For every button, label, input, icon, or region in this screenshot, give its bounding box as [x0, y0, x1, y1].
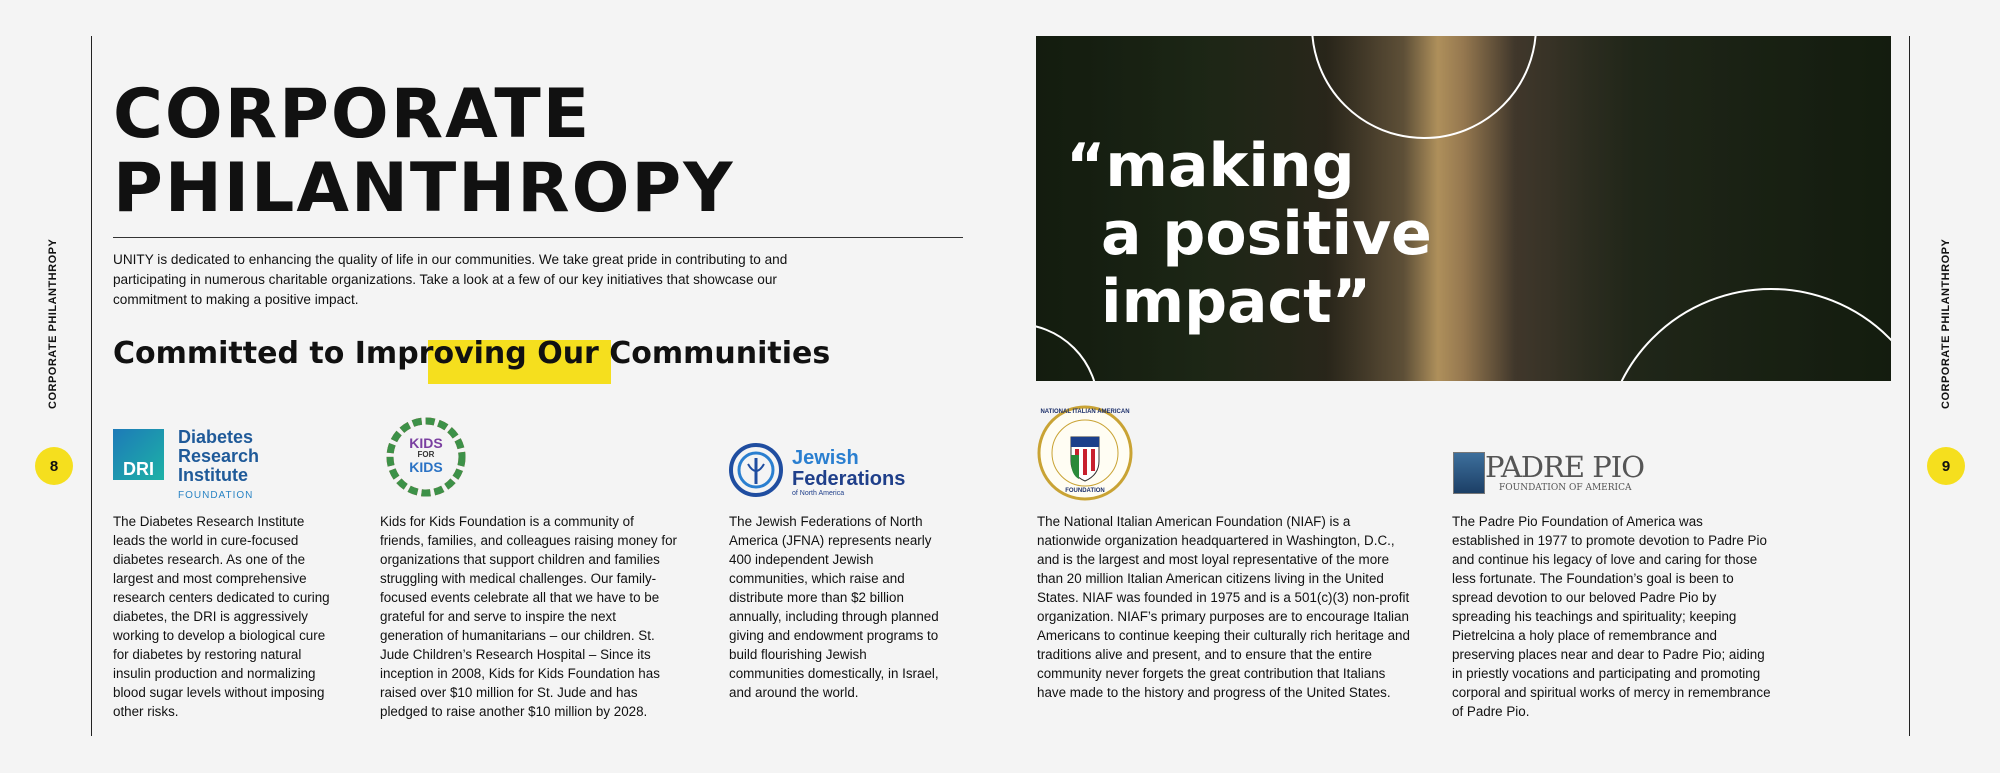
intro-paragraph: UNITY is dedicated to enhancing the quality of life in our communities. We take great pride in contributing to and participating in numerous charitable organizations. Take a look at a few of our key initiatives that showcase our commitment to making a positive impact.: [113, 252, 788, 307]
jf-logo-line-3: of North America: [792, 490, 845, 497]
kids-logo-line-3: KIDS: [409, 459, 443, 475]
padre-pio-logo: [1453, 450, 1653, 496]
title-divider: [113, 237, 963, 238]
niaf-description: The National Italian American Foundation (NIAF) is a nationwide organization headquartered in Washington, D.C., and is the largest and most loyal representative of the more than 20 million Italian American citizens living in the United States. NIAF was founded in 1975 and is a 501(c)(3) non-profit organization. NIAF’s primary purposes are to encourage Italian Americans to continue keeping their culturally rich heritage and traditions alive and present, and to ensure that the entire community never forgets the great contribution that Italians have made to the history and progress of the United States.: [1037, 514, 1410, 700]
dri-mark-icon: [113, 429, 164, 480]
kids-for-kids-description: Kids for Kids Foundation is a community of friends, families, and colleagues raising money for organizations that support children and families struggling with medical challenges. Our family-focused events celebrate all that we have to be grateful for and serve to inspire the next generation of humanitarians – our children. St. Jude Children’s Research Hospital – Since its inception in 2008, Kids for Kids Foundation has raised over $10 million for St. Jude and has pledged to raise another $10 million by 2028.: [380, 514, 677, 719]
hero-banner: [1036, 36, 1891, 381]
right-side-label: CORPORATE PHILANTHROPY: [1940, 238, 1952, 409]
padre-pio-description: The Padre Pio Foundation of America was established in 1977 to promote devotion to Padre Pio and continue his legacy of love and caring for those less fortunate. The Foundation’s goal is been to spread devotion to our beloved Padre Pio by spreading his teachings and spirituality; keeping Pietrelcina a holy place of remembrance and preserving places near and dear to Padre Pio; aiding in priestly vocations and participating and promoting corporal and spiritual works of mercy in remembrance of Padre Pio.: [1452, 514, 1771, 719]
niaf-seal-logo: [1037, 405, 1133, 501]
kids-logo-line-1: KIDS: [409, 435, 443, 451]
niaf-seal-icon: [1037, 405, 1133, 501]
jf-logo-line-1: Jewish: [792, 447, 859, 469]
niaf-logo-line-2: FOUNDATION: [1065, 488, 1105, 494]
dri-logo-line-1: Diabetes: [178, 427, 254, 447]
right-page-number: 9: [1927, 447, 1965, 485]
left-page-number: 8: [35, 447, 73, 485]
padre-pio-logo-line-2: FOUNDATION OF AMERICA: [1499, 483, 1632, 493]
dri-mark-label: DRI: [123, 459, 154, 479]
niaf-logo-line-1: NATIONAL ITALIAN AMERICAN: [1040, 409, 1130, 415]
diabetes-research-institute-logo: [113, 428, 273, 504]
quote-line-2: a positive: [1101, 199, 1432, 269]
left-margin-rule: [91, 36, 92, 736]
left-side-label: CORPORATE PHILANTHROPY: [47, 238, 59, 409]
dri-description: The Diabetes Research Institute leads the world in cure-focused diabetes research. As one of the largest and most comprehensive research centers dedicated to curing diabetes, the DRI is aggressively working to develop a biological cure for diabetes by restoring natural insulin production and normalizing blood sugar levels without imposing other risks.: [113, 514, 330, 719]
dri-logo-line-2: Research: [178, 446, 260, 466]
right-margin-rule: [1909, 36, 1910, 736]
title-line-2: PHILANTHROPY: [113, 149, 735, 228]
quote-line-1: “making: [1066, 131, 1355, 201]
title-line-1: CORPORATE: [113, 75, 592, 154]
banner-quote: [1066, 132, 1432, 336]
page-title: [113, 75, 735, 228]
section-subheading: Committed to Improving Our Communities: [113, 336, 831, 371]
quote-line-3: impact”: [1101, 267, 1372, 337]
padre-pio-logo-line-1: PADRE PIO: [1485, 450, 1645, 484]
menorah-ring-icon: [728, 442, 784, 498]
kids-logo-line-2: FOR: [417, 450, 435, 459]
padre-pio-portrait-icon: [1453, 452, 1485, 494]
jewish-federations-logo: [728, 442, 918, 498]
dri-logo-line-4: FOUNDATION: [178, 490, 254, 501]
jf-logo-line-2: Federations: [792, 468, 906, 490]
kids-for-kids-logo: [383, 414, 469, 500]
dri-logo-line-3: Institute: [178, 465, 248, 485]
jewish-federations-description: The Jewish Federations of North America (JFNA) represents nearly 400 independent Jewish communities, which raise and distribute more than $2 billion annually, including through planned giving and endowment programs to build flourishing Jewish communities domestically, in Israel, and around the world.: [729, 514, 939, 700]
